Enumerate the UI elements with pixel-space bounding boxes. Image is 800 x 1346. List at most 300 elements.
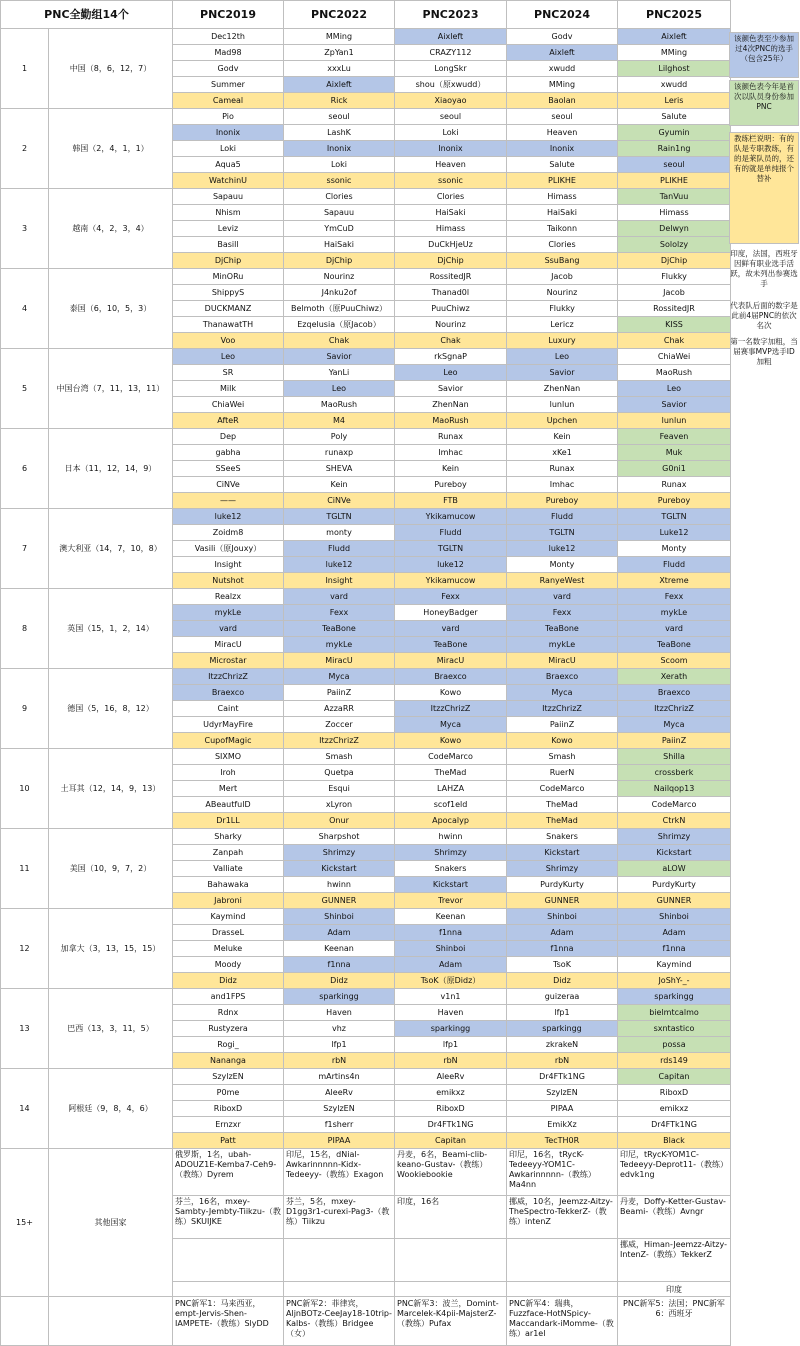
coach-cell-2025: Leris	[618, 93, 731, 109]
country-name: 土耳其（12，14，9，13）	[49, 749, 173, 829]
player-cell-2022: ZpYan1	[284, 45, 395, 61]
player-cell-2023: vard	[395, 621, 507, 637]
player-cell-2023: f1nna	[395, 925, 507, 941]
coach-cell-2019: Patt	[173, 1133, 284, 1149]
header-pnc2019: PNC2019	[173, 1, 284, 29]
other-2024-b: 挪威，10名，Jeemzz-Aitzy-TheSpectro-TekkerZ-（教练）intenZ	[507, 1196, 618, 1239]
player-cell-2025: f1nna	[618, 941, 731, 957]
player-cell-2022: Shrimzy	[284, 845, 395, 861]
player-cell-2025: Dr4FTk1NG	[618, 1117, 731, 1133]
player-cell-2022: vhz	[284, 1021, 395, 1037]
header-pnc2023: PNC2023	[395, 1, 507, 29]
country-name: 德国（5，16，8，12）	[49, 669, 173, 749]
other-2023-a: 丹麦，6名，Beami-clib-keano-Gustav-（教练）Wookiebookie	[395, 1149, 507, 1196]
player-cell-2024: TGLTN	[507, 525, 618, 541]
player-cell-2024: SzylzEN	[507, 1085, 618, 1101]
player-cell-2023: v1n1	[395, 989, 507, 1005]
coach-cell-2022: ItzzChrizZ	[284, 733, 395, 749]
player-cell-2019: Rdnx	[173, 1005, 284, 1021]
player-cell-2019: Moody	[173, 957, 284, 973]
player-cell-2023: Himass	[395, 221, 507, 237]
country-rank: 1	[1, 29, 49, 109]
player-cell-2025: PurdyKurty	[618, 877, 731, 893]
player-cell-2019: Milk	[173, 381, 284, 397]
other-2025-b: 丹麦，Doffy-Ketter-Gustav-Beami-（教练）Avngr	[618, 1196, 731, 1239]
coach-cell-2022: M4	[284, 413, 395, 429]
player-row	[1, 749, 731, 765]
player-cell-2022: xxxLu	[284, 61, 395, 77]
player-cell-2023: RiboxD	[395, 1101, 507, 1117]
player-cell-2023: CodeMarco	[395, 749, 507, 765]
other-2023-b: 印度，16名	[395, 1196, 507, 1239]
player-cell-2022: Poly	[284, 429, 395, 445]
player-cell-2024: Imhac	[507, 477, 618, 493]
player-cell-2019: Dec12th	[173, 29, 284, 45]
player-cell-2023: emikxz	[395, 1085, 507, 1101]
coach-cell-2024: GUNNER	[507, 893, 618, 909]
player-cell-2023: Dr4FTk1NG	[395, 1117, 507, 1133]
player-cell-2019: Leo	[173, 349, 284, 365]
coach-cell-2025: rds149	[618, 1053, 731, 1069]
player-cell-2023: seoul	[395, 109, 507, 125]
player-cell-2022: Leo	[284, 381, 395, 397]
country-rank: 3	[1, 189, 49, 269]
player-cell-2022: Sapauu	[284, 205, 395, 221]
coach-cell-2023: Xiaoyao	[395, 93, 507, 109]
player-cell-2019: Iroh	[173, 765, 284, 781]
player-row	[1, 509, 731, 525]
player-cell-2022: Loki	[284, 157, 395, 173]
player-cell-2024: xKe1	[507, 445, 618, 461]
player-cell-2023: rkSgnaP	[395, 349, 507, 365]
player-cell-2022: MMing	[284, 29, 395, 45]
player-cell-2019: Aqua5	[173, 157, 284, 173]
player-cell-2024: Clories	[507, 237, 618, 253]
player-cell-2023: DuCkHjeUz	[395, 237, 507, 253]
player-cell-2022: TeaBone	[284, 621, 395, 637]
country-rank: 8	[1, 589, 49, 669]
player-cell-2024: sparkingg	[507, 1021, 618, 1037]
player-cell-2024: lfp1	[507, 1005, 618, 1021]
coach-cell-2024: Luxury	[507, 333, 618, 349]
other-countries-row-1	[1, 1149, 731, 1196]
header-pnc2025: PNC2025	[618, 1, 731, 29]
player-cell-2022: YanLi	[284, 365, 395, 381]
coach-cell-2024: PLIKHE	[507, 173, 618, 189]
player-cell-2024: vard	[507, 589, 618, 605]
player-cell-2024: Fludd	[507, 509, 618, 525]
player-cell-2023: scof1eld	[395, 797, 507, 813]
player-cell-2023: Leo	[395, 365, 507, 381]
player-cell-2022: Inonix	[284, 141, 395, 157]
coach-cell-2025: PLIKHE	[618, 173, 731, 189]
player-cell-2019: vard	[173, 621, 284, 637]
player-cell-2022: Kickstart	[284, 861, 395, 877]
coach-cell-2022: MiracU	[284, 653, 395, 669]
player-cell-2022: PaiinZ	[284, 685, 395, 701]
other-2024-a: 印尼，16名，tRycK-Tedeeyy-YOM1C-Awkarinnnnn-（教练）Ma4nn	[507, 1149, 618, 1196]
coach-cell-2025: DjChip	[618, 253, 731, 269]
player-cell-2022: Clories	[284, 189, 395, 205]
player-cell-2019: Godv	[173, 61, 284, 77]
player-cell-2023: Myca	[395, 717, 507, 733]
player-cell-2022: sparkingg	[284, 989, 395, 1005]
player-cell-2025: sparkingg	[618, 989, 731, 1005]
player-cell-2019: Sapauu	[173, 189, 284, 205]
player-cell-2019: Kaymind	[173, 909, 284, 925]
player-cell-2025: Shilla	[618, 749, 731, 765]
player-cell-2024: Shrimzy	[507, 861, 618, 877]
country-name: 英国（15，1，2，14）	[49, 589, 173, 669]
coach-cell-2019: ——	[173, 493, 284, 509]
coach-cell-2022: rbN	[284, 1053, 395, 1069]
player-cell-2024: TeaBone	[507, 621, 618, 637]
player-cell-2019: Valliate	[173, 861, 284, 877]
player-cell-2019: Insight	[173, 557, 284, 573]
player-cell-2019: CiNVe	[173, 477, 284, 493]
player-cell-2023: Ykikamucow	[395, 509, 507, 525]
other-2022-a: 印尼，15名，dNial-Awkarinnnnn-Kidx-Tedeeyy-（教练）Exagon	[284, 1149, 395, 1196]
country-rank: 13	[1, 989, 49, 1069]
player-cell-2023: PuuChiwz	[395, 301, 507, 317]
header-row	[1, 1, 731, 29]
player-cell-2025: Gyumin	[618, 125, 731, 141]
player-cell-2023: HoneyBadger	[395, 605, 507, 621]
player-cell-2019: ShippyS	[173, 285, 284, 301]
coach-cell-2019: Jabroni	[173, 893, 284, 909]
player-cell-2023: Loki	[395, 125, 507, 141]
player-cell-2022: lfp1	[284, 1037, 395, 1053]
country-rank: 7	[1, 509, 49, 589]
player-cell-2019: Braexco	[173, 685, 284, 701]
other-countries-label: 其他国家	[49, 1149, 173, 1297]
coach-cell-2024: Didz	[507, 973, 618, 989]
coach-cell-2025: CtrkN	[618, 813, 731, 829]
player-cell-2025: bielmtcalmo	[618, 1005, 731, 1021]
player-cell-2022: Fexx	[284, 605, 395, 621]
player-cell-2019: Mad98	[173, 45, 284, 61]
country-name: 越南（4，2，3，4）	[49, 189, 173, 269]
player-cell-2022: runaxp	[284, 445, 395, 461]
player-cell-2024: EmikXz	[507, 1117, 618, 1133]
player-cell-2019: Dep	[173, 429, 284, 445]
country-name: 中国（8，6，12，7）	[49, 29, 173, 109]
player-row	[1, 349, 731, 365]
coach-cell-2024: Kowo	[507, 733, 618, 749]
other-2022-b: 芬兰，5名，mxey-D1gg3r1-curexi-Pag3-（教练）Tiikzu	[284, 1196, 395, 1239]
player-cell-2024: Shinboi	[507, 909, 618, 925]
player-cell-2023: LAHZA	[395, 781, 507, 797]
player-cell-2024: Flukky	[507, 301, 618, 317]
player-cell-2023: RossitedJR	[395, 269, 507, 285]
player-cell-2024: Inonix	[507, 141, 618, 157]
player-cell-2023: Imhac	[395, 445, 507, 461]
player-cell-2024: Savior	[507, 365, 618, 381]
player-cell-2025: ChiaWei	[618, 349, 731, 365]
player-cell-2025: TeaBone	[618, 637, 731, 653]
player-cell-2022: YmCuD	[284, 221, 395, 237]
player-cell-2024: HaiSaki	[507, 205, 618, 221]
country-rank: 11	[1, 829, 49, 909]
player-cell-2023: CRAZY112	[395, 45, 507, 61]
player-cell-2023: luke12	[395, 557, 507, 573]
player-cell-2023: Nourinz	[395, 317, 507, 333]
player-cell-2023: Adam	[395, 957, 507, 973]
player-row	[1, 269, 731, 285]
player-cell-2019: gabha	[173, 445, 284, 461]
player-cell-2024: xwudd	[507, 61, 618, 77]
newcomer-4: PNC新军4：瑞典，Fuzzface-HotNSpicy-Maccandark-iMomme-（教练）ar1el	[507, 1297, 618, 1346]
legend-green: 该颜色表今年是首次以队员身份参加PNC	[729, 80, 799, 126]
coach-cell-2023: Trevor	[395, 893, 507, 909]
player-cell-2025: Aixleft	[618, 29, 731, 45]
coach-cell-2023: Kowo	[395, 733, 507, 749]
player-cell-2019: Loki	[173, 141, 284, 157]
player-cell-2024: MMing	[507, 77, 618, 93]
player-cell-2019: Zanpah	[173, 845, 284, 861]
coach-cell-2024: rbN	[507, 1053, 618, 1069]
player-cell-2024: Himass	[507, 189, 618, 205]
player-cell-2023: hwinn	[395, 829, 507, 845]
player-cell-2019: ThanawatTH	[173, 317, 284, 333]
player-cell-2022: f1sherr	[284, 1117, 395, 1133]
player-cell-2024: luke12	[507, 541, 618, 557]
player-cell-2025: Adam	[618, 925, 731, 941]
coach-cell-2023: DjChip	[395, 253, 507, 269]
player-cell-2025: Fexx	[618, 589, 731, 605]
player-cell-2024: Adam	[507, 925, 618, 941]
player-cell-2022: Zoccer	[284, 717, 395, 733]
player-cell-2024: Taikonn	[507, 221, 618, 237]
legend-note-bold: 第一名数字加粗，当届赛事MVP选手ID加粗	[730, 337, 798, 366]
player-cell-2022: Haven	[284, 1005, 395, 1021]
player-cell-2022: monty	[284, 525, 395, 541]
player-cell-2023: Shinboi	[395, 941, 507, 957]
player-cell-2024: Braexco	[507, 669, 618, 685]
coach-cell-2025: Chak	[618, 333, 731, 349]
coach-cell-2025: PaiinZ	[618, 733, 731, 749]
player-cell-2022: Fludd	[284, 541, 395, 557]
coach-cell-2025: Pureboy	[618, 493, 731, 509]
player-cell-2019: Rogi_	[173, 1037, 284, 1053]
player-cell-2024: zkrakeN	[507, 1037, 618, 1053]
player-cell-2023: Snakers	[395, 861, 507, 877]
player-cell-2023: Kickstart	[395, 877, 507, 893]
player-cell-2025: ItzzChrizZ	[618, 701, 731, 717]
player-cell-2019: Inonix	[173, 125, 284, 141]
player-cell-2025: Flukky	[618, 269, 731, 285]
player-cell-2022: Myca	[284, 669, 395, 685]
country-rank: 10	[1, 749, 49, 829]
coach-cell-2022: GUNNER	[284, 893, 395, 909]
coach-cell-2022: Onur	[284, 813, 395, 829]
player-cell-2025: Rain1ng	[618, 141, 731, 157]
player-cell-2019: DrasseL	[173, 925, 284, 941]
player-cell-2022: MaoRush	[284, 397, 395, 413]
player-cell-2023: LongSkr	[395, 61, 507, 77]
newcomer-5-6: PNC新军5：法国；PNC新军6：西班牙	[618, 1297, 731, 1346]
player-cell-2025: CodeMarco	[618, 797, 731, 813]
player-row	[1, 429, 731, 445]
player-cell-2022: SzylzEN	[284, 1101, 395, 1117]
player-cell-2025: MMing	[618, 45, 731, 61]
player-cell-2024: ZhenNan	[507, 381, 618, 397]
player-cell-2025: Luke12	[618, 525, 731, 541]
player-cell-2019: SIXMO	[173, 749, 284, 765]
country-name: 加拿大（3，13，15，15）	[49, 909, 173, 989]
player-cell-2022: Keenan	[284, 941, 395, 957]
coach-cell-2019: Didz	[173, 973, 284, 989]
player-cell-2022: Esqui	[284, 781, 395, 797]
player-cell-2019: SR	[173, 365, 284, 381]
player-cell-2024: Myca	[507, 685, 618, 701]
player-cell-2023: TeaBone	[395, 637, 507, 653]
country-rank: 12	[1, 909, 49, 989]
player-cell-2019: RiboxD	[173, 1101, 284, 1117]
player-cell-2023: Heaven	[395, 157, 507, 173]
other-2025-d: 印度	[618, 1282, 731, 1297]
legend-blue: 该颜色表至少参加过4次PNC的选手（包含25年）	[729, 32, 799, 78]
player-row	[1, 669, 731, 685]
country-rank: 4	[1, 269, 49, 349]
player-cell-2023: Keenan	[395, 909, 507, 925]
player-cell-2022: luke12	[284, 557, 395, 573]
newcomer-3: PNC新军3：波兰，Domint-Marcelek-K4pii-MajsterZ-（教练）Pufax	[395, 1297, 507, 1346]
player-cell-2025: Monty	[618, 541, 731, 557]
player-cell-2025: aLOW	[618, 861, 731, 877]
player-cell-2024: Salute	[507, 157, 618, 173]
player-cell-2023: Braexco	[395, 669, 507, 685]
player-cell-2025: Xerath	[618, 669, 731, 685]
legend-note-absent: 印度，法国，西班牙因鲜有职业选手活跃，故未列出参赛选手	[730, 249, 798, 288]
coach-cell-2019: DjChip	[173, 253, 284, 269]
player-cell-2025: G0ni1	[618, 461, 731, 477]
player-cell-2022: Aixleft	[284, 77, 395, 93]
header-title: PNC全勤组14个	[1, 1, 173, 29]
player-cell-2022: Kein	[284, 477, 395, 493]
player-cell-2025: Capitan	[618, 1069, 731, 1085]
player-cell-2019: Vasili（原Jouxy）	[173, 541, 284, 557]
player-row	[1, 589, 731, 605]
player-cell-2023: TheMad	[395, 765, 507, 781]
player-cell-2024: lunlun	[507, 397, 618, 413]
player-cell-2019: mykLe	[173, 605, 284, 621]
player-cell-2019: ChiaWei	[173, 397, 284, 413]
player-cell-2022: Quetpa	[284, 765, 395, 781]
player-cell-2024: seoul	[507, 109, 618, 125]
coach-cell-2023: Chak	[395, 333, 507, 349]
player-cell-2023: Fludd	[395, 525, 507, 541]
coach-cell-2023: ssonic	[395, 173, 507, 189]
player-row	[1, 829, 731, 845]
player-cell-2019: Rustyzera	[173, 1021, 284, 1037]
coach-cell-2024: Baolan	[507, 93, 618, 109]
player-cell-2025: MaoRush	[618, 365, 731, 381]
coach-cell-2025: Scoom	[618, 653, 731, 669]
player-cell-2025: Leo	[618, 381, 731, 397]
other-2019-b: 芬兰，16名，mxey-Sambty-Jembty-Tiikzu-（教练）SKUIJKE	[173, 1196, 284, 1239]
player-cell-2023: HaiSaki	[395, 205, 507, 221]
player-cell-2025: sxntastico	[618, 1021, 731, 1037]
country-rank: 6	[1, 429, 49, 509]
player-row	[1, 189, 731, 205]
player-cell-2019: P0me	[173, 1085, 284, 1101]
player-cell-2025: seoul	[618, 157, 731, 173]
country-name: 美国（10，9，7，2）	[49, 829, 173, 909]
coach-cell-2022: DjChip	[284, 253, 395, 269]
player-cell-2025: crossberk	[618, 765, 731, 781]
player-cell-2023: AleeRv	[395, 1069, 507, 1085]
player-cell-2025: xwudd	[618, 77, 731, 93]
coach-cell-2019: CupofMagic	[173, 733, 284, 749]
player-cell-2022: SHEVA	[284, 461, 395, 477]
player-cell-2024: Aixleft	[507, 45, 618, 61]
player-cell-2022: TGLTN	[284, 509, 395, 525]
player-cell-2019: MiracU	[173, 637, 284, 653]
player-row	[1, 29, 731, 45]
player-cell-2024: f1nna	[507, 941, 618, 957]
player-cell-2025: vard	[618, 621, 731, 637]
player-cell-2024: Kickstart	[507, 845, 618, 861]
player-cell-2025: Himass	[618, 205, 731, 221]
coach-cell-2023: FTB	[395, 493, 507, 509]
player-cell-2022: LashK	[284, 125, 395, 141]
player-cell-2025: Savior	[618, 397, 731, 413]
player-cell-2024: TheMad	[507, 797, 618, 813]
player-cell-2022: vard	[284, 589, 395, 605]
player-cell-2024: Heaven	[507, 125, 618, 141]
player-cell-2024: Dr4FTk1NG	[507, 1069, 618, 1085]
player-cell-2019: DUCKMANZ	[173, 301, 284, 317]
country-rank: 2	[1, 109, 49, 189]
player-cell-2025: Feaven	[618, 429, 731, 445]
player-cell-2023: ItzzChrizZ	[395, 701, 507, 717]
coach-cell-2022: CiNVe	[284, 493, 395, 509]
header-pnc2022: PNC2022	[284, 1, 395, 29]
other-2019-a: 俄罗斯，1名，ubah-ADOUZ1E-Kemba7-Ceh9-（教练）Dyrem	[173, 1149, 284, 1196]
player-cell-2019: UdyrMayFire	[173, 717, 284, 733]
country-name: 日本（11，12，14，9）	[49, 429, 173, 509]
player-cell-2019: ABeautfulD	[173, 797, 284, 813]
player-cell-2022: Savior	[284, 349, 395, 365]
player-cell-2025: TGLTN	[618, 509, 731, 525]
player-cell-2024: Kein	[507, 429, 618, 445]
player-cell-2023: Kein	[395, 461, 507, 477]
player-cell-2024: Nourinz	[507, 285, 618, 301]
country-name: 韩国（2，4，1，1）	[49, 109, 173, 189]
player-cell-2024: RuerN	[507, 765, 618, 781]
coach-cell-2023: Ykikamucow	[395, 573, 507, 589]
player-cell-2024: mykLe	[507, 637, 618, 653]
player-cell-2024: Jacob	[507, 269, 618, 285]
player-cell-2025: RossitedJR	[618, 301, 731, 317]
coach-cell-2024: SsuBang	[507, 253, 618, 269]
player-cell-2022: Shinboi	[284, 909, 395, 925]
player-cell-2022: mykLe	[284, 637, 395, 653]
player-cell-2019: Bahawaka	[173, 877, 284, 893]
player-cell-2024: PIPAA	[507, 1101, 618, 1117]
coach-cell-2023: Capitan	[395, 1133, 507, 1149]
player-row	[1, 1069, 731, 1085]
player-cell-2025: possa	[618, 1037, 731, 1053]
player-cell-2019: Pio	[173, 109, 284, 125]
player-cell-2022: Belmoth（原PuuChiwz）	[284, 301, 395, 317]
country-rank: 5	[1, 349, 49, 429]
player-cell-2024: Leo	[507, 349, 618, 365]
coach-cell-2022: Didz	[284, 973, 395, 989]
player-cell-2025: TanVuu	[618, 189, 731, 205]
player-cell-2024: ItzzChrizZ	[507, 701, 618, 717]
